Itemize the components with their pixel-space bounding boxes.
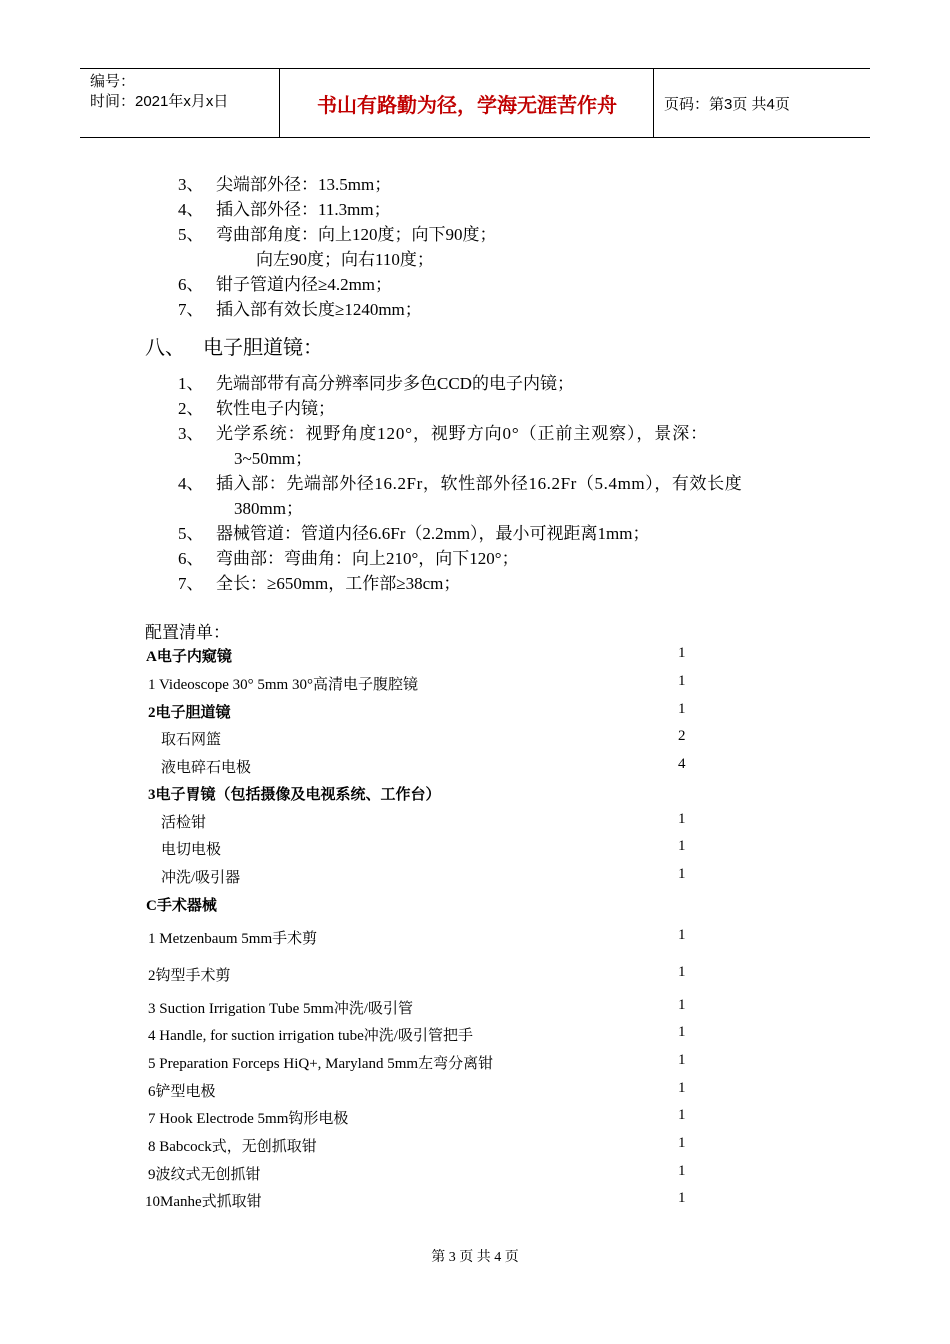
spec-num: 2、 bbox=[178, 399, 204, 418]
config-item-name: 6铲型电极 bbox=[148, 1084, 216, 1100]
spec-text: 弯曲部：弯曲角：向上210°，向下120°； bbox=[216, 549, 519, 568]
config-item-name: 1 Metzenbaum 5mm手术剪 bbox=[148, 931, 318, 947]
config-item-name: 取石网篮 bbox=[161, 732, 222, 748]
header-left-cell bbox=[80, 69, 280, 137]
config-item-name: 9波纹式无创抓钳 bbox=[148, 1167, 261, 1183]
section-title: 电子胆道镜： bbox=[203, 337, 323, 359]
spec-text: 光学系统：视野角度120°，视野方向0°（正前主观察），景深： bbox=[216, 424, 708, 443]
config-item-name: 2电子胆道镜 bbox=[148, 705, 231, 721]
header-page-label: 页码：第3页 共4页 bbox=[664, 95, 790, 113]
config-item-name: 液电碎石电极 bbox=[161, 760, 252, 776]
spec-text: 尖端部外径：13.5mm； bbox=[216, 175, 392, 194]
config-item-qty: 1 bbox=[678, 866, 686, 882]
config-item-name: 3电子胃镜（包括摄像及电视系统、工作台） bbox=[148, 787, 441, 803]
config-item-qty: 1 bbox=[678, 997, 686, 1013]
config-item-name: 3 Suction Irrigation Tube 5mm冲洗/吸引管 bbox=[148, 1001, 414, 1017]
config-item-qty: 1 bbox=[678, 811, 686, 827]
config-item-qty: 1 bbox=[678, 927, 686, 943]
config-item-qty: 1 bbox=[678, 964, 686, 980]
config-item-qty: 4 bbox=[678, 756, 686, 772]
config-item-name: A电子内窥镜 bbox=[146, 649, 232, 665]
config-item-qty: 1 bbox=[678, 1107, 686, 1123]
config-item-qty: 1 bbox=[678, 838, 686, 854]
spec-text: 软性电子内镜； bbox=[216, 399, 335, 418]
config-item-name: 4 Handle, for suction irrigation tube冲洗/吸引管把手 bbox=[148, 1028, 473, 1044]
spec-num: 3、 bbox=[178, 424, 204, 443]
config-item-qty: 1 bbox=[678, 673, 686, 689]
spec-text: 全长：≥650mm，工作部≥38cm； bbox=[216, 574, 461, 593]
spec-text: 插入部有效长度≥1240mm； bbox=[216, 300, 422, 319]
spec-num: 4、 bbox=[178, 474, 204, 493]
config-item-qty: 2 bbox=[678, 728, 686, 744]
config-item-qty: 1 bbox=[678, 1190, 686, 1206]
config-item-name: 7 Hook Electrode 5mm钩形电极 bbox=[148, 1111, 349, 1127]
config-item-qty: 1 bbox=[678, 645, 686, 661]
config-item-name: 5 Preparation Forceps HiQ+, Maryland 5mm左弯分离钳 bbox=[148, 1056, 494, 1072]
config-item-name: 2钩型手术剪 bbox=[148, 968, 231, 984]
spec-text: 弯曲部角度：向上120度；向下90度； bbox=[216, 225, 497, 244]
number-label: 编号： bbox=[90, 73, 136, 90]
spec-num: 1、 bbox=[178, 374, 204, 393]
section-number: 八、 bbox=[145, 337, 185, 359]
config-item-qty: 1 bbox=[678, 1052, 686, 1068]
config-item-name: 活检钳 bbox=[161, 815, 207, 831]
config-item-name: C手术器械 bbox=[146, 898, 217, 914]
config-item-name: 电切电极 bbox=[161, 842, 222, 858]
date-label: 时间：2021年x月x日 bbox=[90, 93, 229, 110]
spec-text: 向左90度；向右110度； bbox=[256, 250, 434, 269]
header-motto: 书山有路勤为径，学海无涯苦作舟 bbox=[281, 69, 654, 137]
config-item-qty: 1 bbox=[678, 701, 686, 717]
spec-text: 380mm； bbox=[234, 499, 303, 518]
spec-text: 插入部外径：11.3mm； bbox=[216, 200, 391, 219]
spec-text: 先端部带有高分辨率同步多色CCD的电子内镜； bbox=[216, 374, 574, 393]
config-item-name: 10Manhe式抓取钳 bbox=[145, 1194, 262, 1210]
spec-num: 3、 bbox=[178, 175, 204, 194]
page-footer: 第 3 页 共 4 页 bbox=[431, 1250, 519, 1265]
spec-num: 5、 bbox=[178, 225, 204, 244]
spec-num: 6、 bbox=[178, 275, 204, 294]
config-item-name: 1 Videoscope 30° 5mm 30°高清电子腹腔镜 bbox=[148, 677, 418, 693]
spec-num: 7、 bbox=[178, 300, 204, 319]
spec-num: 4、 bbox=[178, 200, 204, 219]
config-item-qty: 1 bbox=[678, 1135, 686, 1151]
spec-num: 7、 bbox=[178, 574, 204, 593]
config-item-name: 冲洗/吸引器 bbox=[161, 870, 241, 886]
config-item-name: 8 Babcock式，无创抓取钳 bbox=[148, 1139, 317, 1155]
spec-text: 3~50mm； bbox=[234, 449, 313, 468]
spec-num: 6、 bbox=[178, 549, 204, 568]
spec-text: 器械管道：管道内径6.6Fr（2.2mm），最小可视距离1mm； bbox=[216, 524, 650, 543]
spec-text: 插入部：先端部外径16.2Fr，软性部外径16.2Fr（5.4mm），有效长度 bbox=[216, 474, 743, 493]
config-item-qty: 1 bbox=[678, 1163, 686, 1179]
spec-num: 5、 bbox=[178, 524, 204, 543]
config-title: 配置清单： bbox=[145, 623, 230, 642]
spec-text: 钳子管道内径≥4.2mm； bbox=[216, 275, 393, 294]
page-header bbox=[80, 68, 870, 138]
config-item-qty: 1 bbox=[678, 1080, 686, 1096]
config-item-qty: 1 bbox=[678, 1024, 686, 1040]
